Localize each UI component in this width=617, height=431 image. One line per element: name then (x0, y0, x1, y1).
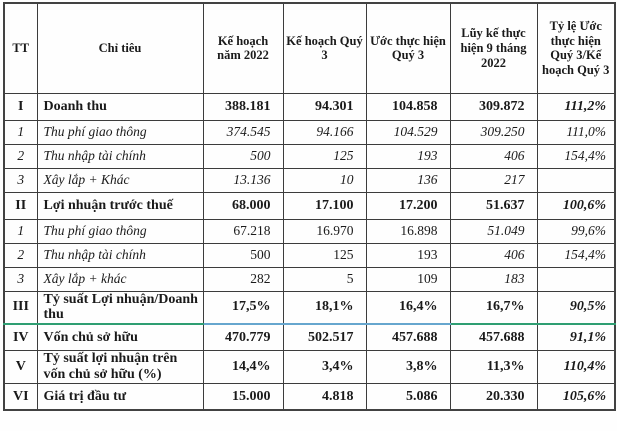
value-cell: 309.250 (450, 120, 537, 144)
value-cell: 217 (450, 168, 537, 192)
table-row-9-IV (4, 324, 615, 351)
value-cell: 90,5% (537, 291, 615, 324)
table-row-8-III (4, 291, 615, 324)
row-number: V (4, 351, 37, 383)
table-row-5-1 (4, 219, 615, 243)
row-number: 2 (4, 144, 37, 168)
row-label: Doanh thu (37, 93, 203, 120)
value-cell: 154,4% (537, 243, 615, 267)
row-label: Lợi nhuận trước thuế (37, 192, 203, 219)
value-cell: 125 (283, 144, 366, 168)
value-cell: 91,1% (537, 324, 615, 351)
value-cell: 154,4% (537, 144, 615, 168)
column-header-7: Tỷ lệ Ước thực hiện Quý 3/Kế hoạch Quý 3 (537, 3, 615, 93)
value-cell: 104.529 (366, 120, 450, 144)
value-cell: 13.136 (203, 168, 283, 192)
value-cell: 104.858 (366, 93, 450, 120)
value-cell: 110,4% (537, 351, 615, 383)
value-cell: 406 (450, 144, 537, 168)
row-label: Tỷ suất lợi nhuận trên vốn chủ sở hữu (%) (37, 351, 203, 383)
row-label: Xây lắp + Khác (37, 168, 203, 192)
row-label: Vốn chủ sở hữu (37, 324, 203, 351)
value-cell: 193 (366, 243, 450, 267)
value-cell: 470.779 (203, 324, 283, 351)
row-number: 3 (4, 168, 37, 192)
value-cell: 17.100 (283, 192, 366, 219)
value-cell: 10 (283, 168, 366, 192)
row-number: I (4, 93, 37, 120)
value-cell: 125 (283, 243, 366, 267)
value-cell: 388.181 (203, 93, 283, 120)
value-cell: 3,4% (283, 351, 366, 383)
value-cell: 20.330 (450, 383, 537, 410)
value-cell: 111,2% (537, 93, 615, 120)
table-row-0-I (4, 93, 615, 120)
value-cell: 457.688 (366, 324, 450, 351)
row-label: Thu phí giao thông (37, 219, 203, 243)
row-number: 2 (4, 243, 37, 267)
financial-results-table (3, 2, 616, 411)
row-number: 3 (4, 267, 37, 291)
row-label: Thu nhập tài chính (37, 243, 203, 267)
row-number: II (4, 192, 37, 219)
value-cell: 309.872 (450, 93, 537, 120)
value-cell: 3,8% (366, 351, 450, 383)
row-label: Thu nhập tài chính (37, 144, 203, 168)
value-cell: 193 (366, 144, 450, 168)
table-body (4, 93, 615, 410)
column-header-2: Chỉ tiêu (37, 3, 203, 93)
row-label: Xây lắp + khác (37, 267, 203, 291)
value-cell: 100,6% (537, 192, 615, 219)
column-header-5: Ước thực hiện Quý 3 (366, 3, 450, 93)
table-row-2-2 (4, 144, 615, 168)
column-header-6: Lũy kế thực hiện 9 tháng 2022 (450, 3, 537, 93)
column-header-1: TT (4, 3, 37, 93)
value-cell: 17.200 (366, 192, 450, 219)
value-cell: 94.301 (283, 93, 366, 120)
table-row-7-3 (4, 267, 615, 291)
value-cell: 500 (203, 144, 283, 168)
value-cell: 282 (203, 267, 283, 291)
value-cell: 11,3% (450, 351, 537, 383)
value-cell: 111,0% (537, 120, 615, 144)
table-row-11-VI (4, 383, 615, 410)
value-cell: 18,1% (283, 291, 366, 324)
value-cell: 457.688 (450, 324, 537, 351)
row-label: Thu phí giao thông (37, 120, 203, 144)
value-cell: 99,6% (537, 219, 615, 243)
value-cell: 5.086 (366, 383, 450, 410)
table-row-1-1 (4, 120, 615, 144)
value-cell: 374.545 (203, 120, 283, 144)
value-cell: 16.970 (283, 219, 366, 243)
table-row-3-3 (4, 168, 615, 192)
value-cell: 51.637 (450, 192, 537, 219)
value-cell (537, 267, 615, 291)
column-header-3: Kế hoạch năm 2022 (203, 3, 283, 93)
value-cell: 17,5% (203, 291, 283, 324)
table-row-10-V (4, 351, 615, 383)
value-cell: 51.049 (450, 219, 537, 243)
value-cell: 16.898 (366, 219, 450, 243)
table-row-4-II (4, 192, 615, 219)
value-cell: 16,7% (450, 291, 537, 324)
table-row-6-2 (4, 243, 615, 267)
value-cell (537, 168, 615, 192)
value-cell: 183 (450, 267, 537, 291)
row-label: Giá trị đầu tư (37, 383, 203, 410)
value-cell: 109 (366, 267, 450, 291)
value-cell: 94.166 (283, 120, 366, 144)
value-cell: 15.000 (203, 383, 283, 410)
value-cell: 67.218 (203, 219, 283, 243)
row-number: III (4, 291, 37, 324)
value-cell: 406 (450, 243, 537, 267)
value-cell: 16,4% (366, 291, 450, 324)
value-cell: 68.000 (203, 192, 283, 219)
row-number: IV (4, 324, 37, 351)
value-cell: 105,6% (537, 383, 615, 410)
value-cell: 14,4% (203, 351, 283, 383)
value-cell: 136 (366, 168, 450, 192)
value-cell: 500 (203, 243, 283, 267)
value-cell: 5 (283, 267, 366, 291)
header-row (4, 3, 615, 93)
row-number: VI (4, 383, 37, 410)
row-number: 1 (4, 120, 37, 144)
value-cell: 4.818 (283, 383, 366, 410)
column-header-4: Kế hoạch Quý 3 (283, 3, 366, 93)
row-number: 1 (4, 219, 37, 243)
value-cell: 502.517 (283, 324, 366, 351)
row-label: Tỷ suất Lợi nhuận/Doanh thu (37, 291, 203, 324)
